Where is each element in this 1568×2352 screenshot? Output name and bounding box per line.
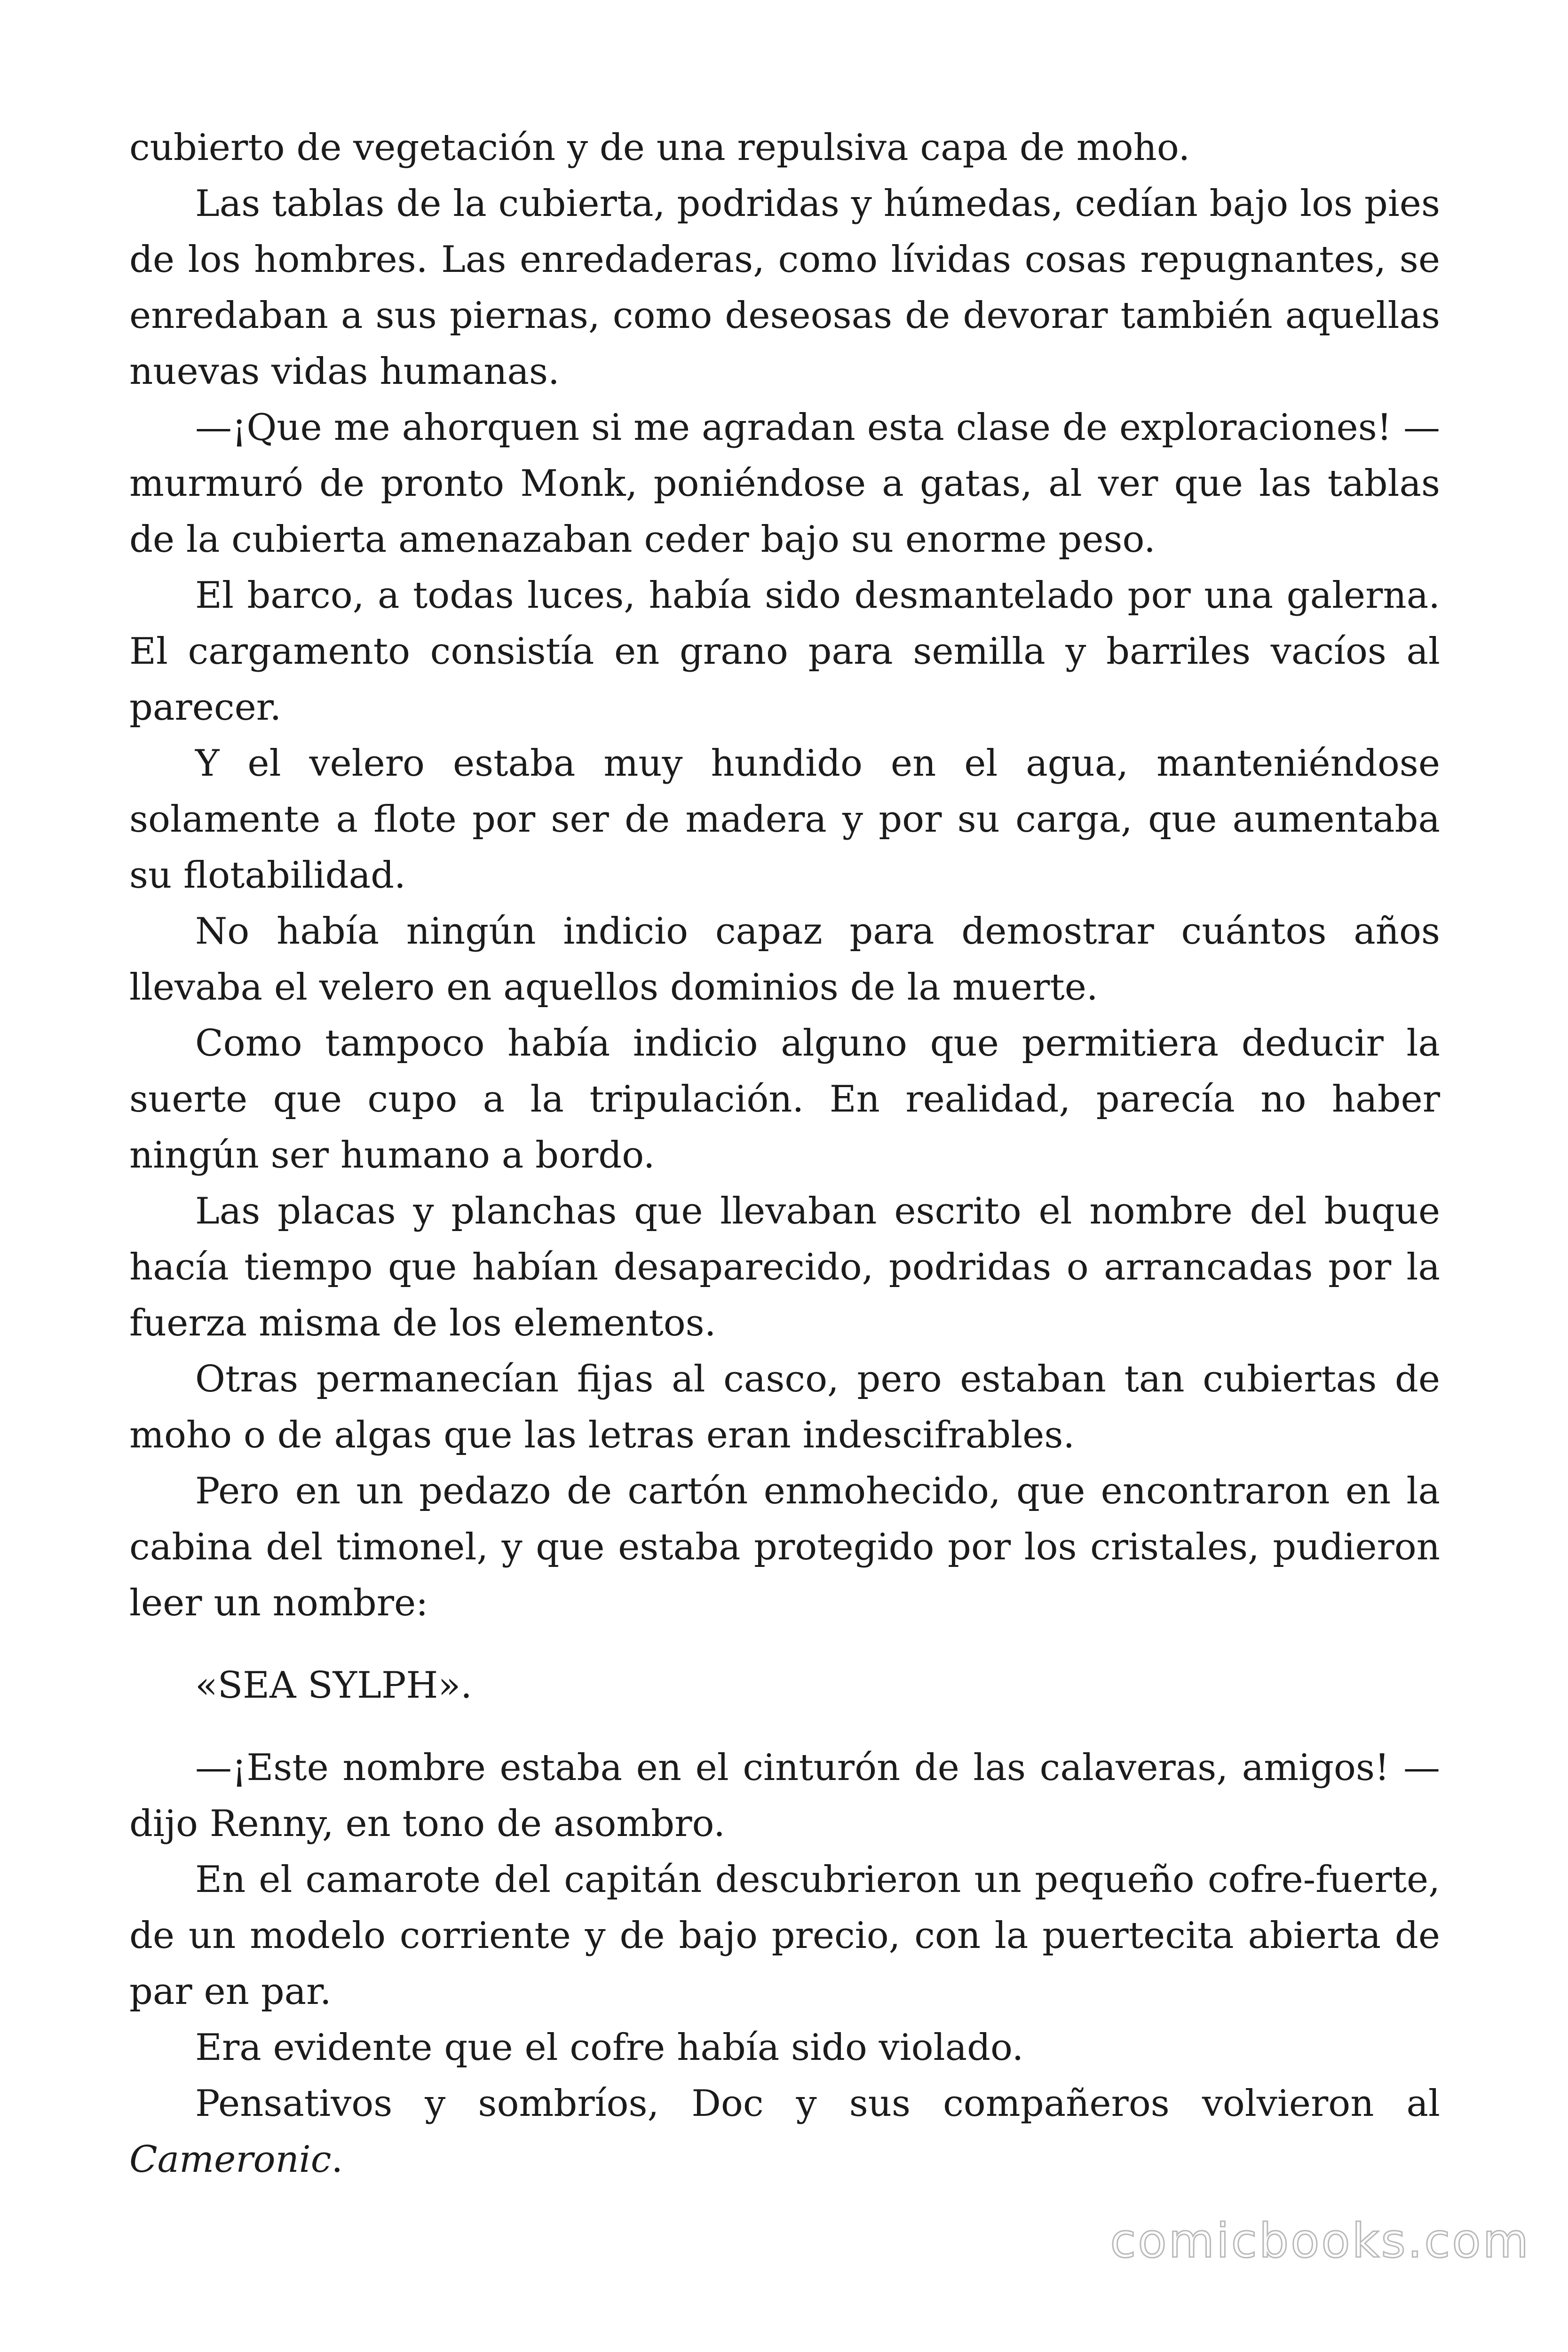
paragraph-dialogue: —¡Que me ahorquen si me agradan esta clase de exploraciones! —murmuró de pronto Monk, poniéndose a gatas, al ver que las tablas de la cubierta amenazaban ceder bajo su enorme peso. [129,406,1440,561]
watermark-logo: comicbooks.com [1110,2213,1530,2268]
book-page-text [129,120,1440,2188]
paragraph: Otras permanecían fijas al casco, pero estaban tan cubiertas de moho o de algas que las letras eran indescifrables. [129,1358,1440,1456]
paragraph: Las placas y planchas que llevaban escrito el nombre del buque hacía tiempo que habían desaparecido, podridas o arrancadas por la fuerza misma de los elementos. [129,1190,1440,1344]
paragraph: El barco, a todas luces, había sido desmantelado por una galerna. El cargamento consistía en grano para semilla y barriles vacíos al parecer. [129,574,1440,729]
paragraph: Las tablas de la cubierta, podridas y húmedas, cedían bajo los pies de los hombres. Las enredaderas, como lívidas cosas repugnantes, se enredaban a sus piernas, como deseosas de devorar también aquellas nuevas vidas humanas. [129,183,1440,393]
paragraph-final [129,2076,1440,2188]
paragraph-dialogue: —¡Este nombre estaba en el cinturón de las calaveras, amigos! —dijo Renny, en tono de asombro. [129,1747,1440,1845]
paragraph: Y el velero estaba muy hundido en el agua, manteniéndose solamente a flote por ser de madera y por su carga, que aumentaba su flotabilidad. [129,742,1440,897]
paragraph: Pero en un pedazo de cartón enmohecido, que encontraron en la cabina del timonel, y que estaba protegido por los cristales, pudieron leer un nombre: [129,1470,1440,1624]
paragraph: Como tampoco había indicio alguno que permitiera deducir la suerte que cupo a la tripulación. En realidad, parecía no haber ningún ser humano a bordo. [129,1022,1440,1176]
ship-name-italic: Cameronic [129,2138,332,2181]
paragraph: En el camarote del capitán descubrieron un pequeño cofre-fuerte, de un modelo corriente y de bajo precio, con la puertecita abierta de par en par. [129,1859,1440,2013]
paragraph: Era evidente que el cofre había sido violado. [195,2026,1024,2069]
paragraph-continuation: cubierto de vegetación y de una repulsiva capa de moho. [129,127,1190,169]
final-period: . [331,2138,343,2181]
ship-name-quote: «SEA SYLPH». [195,1664,472,1707]
paragraph: No había ningún indicio capaz para demostrar cuántos años llevaba el velero en aquellos dominios de la muerte. [129,910,1440,1009]
final-paragraph-text: Pensativos y sombríos, Doc y sus compañeros volvieron al [195,2082,1440,2125]
